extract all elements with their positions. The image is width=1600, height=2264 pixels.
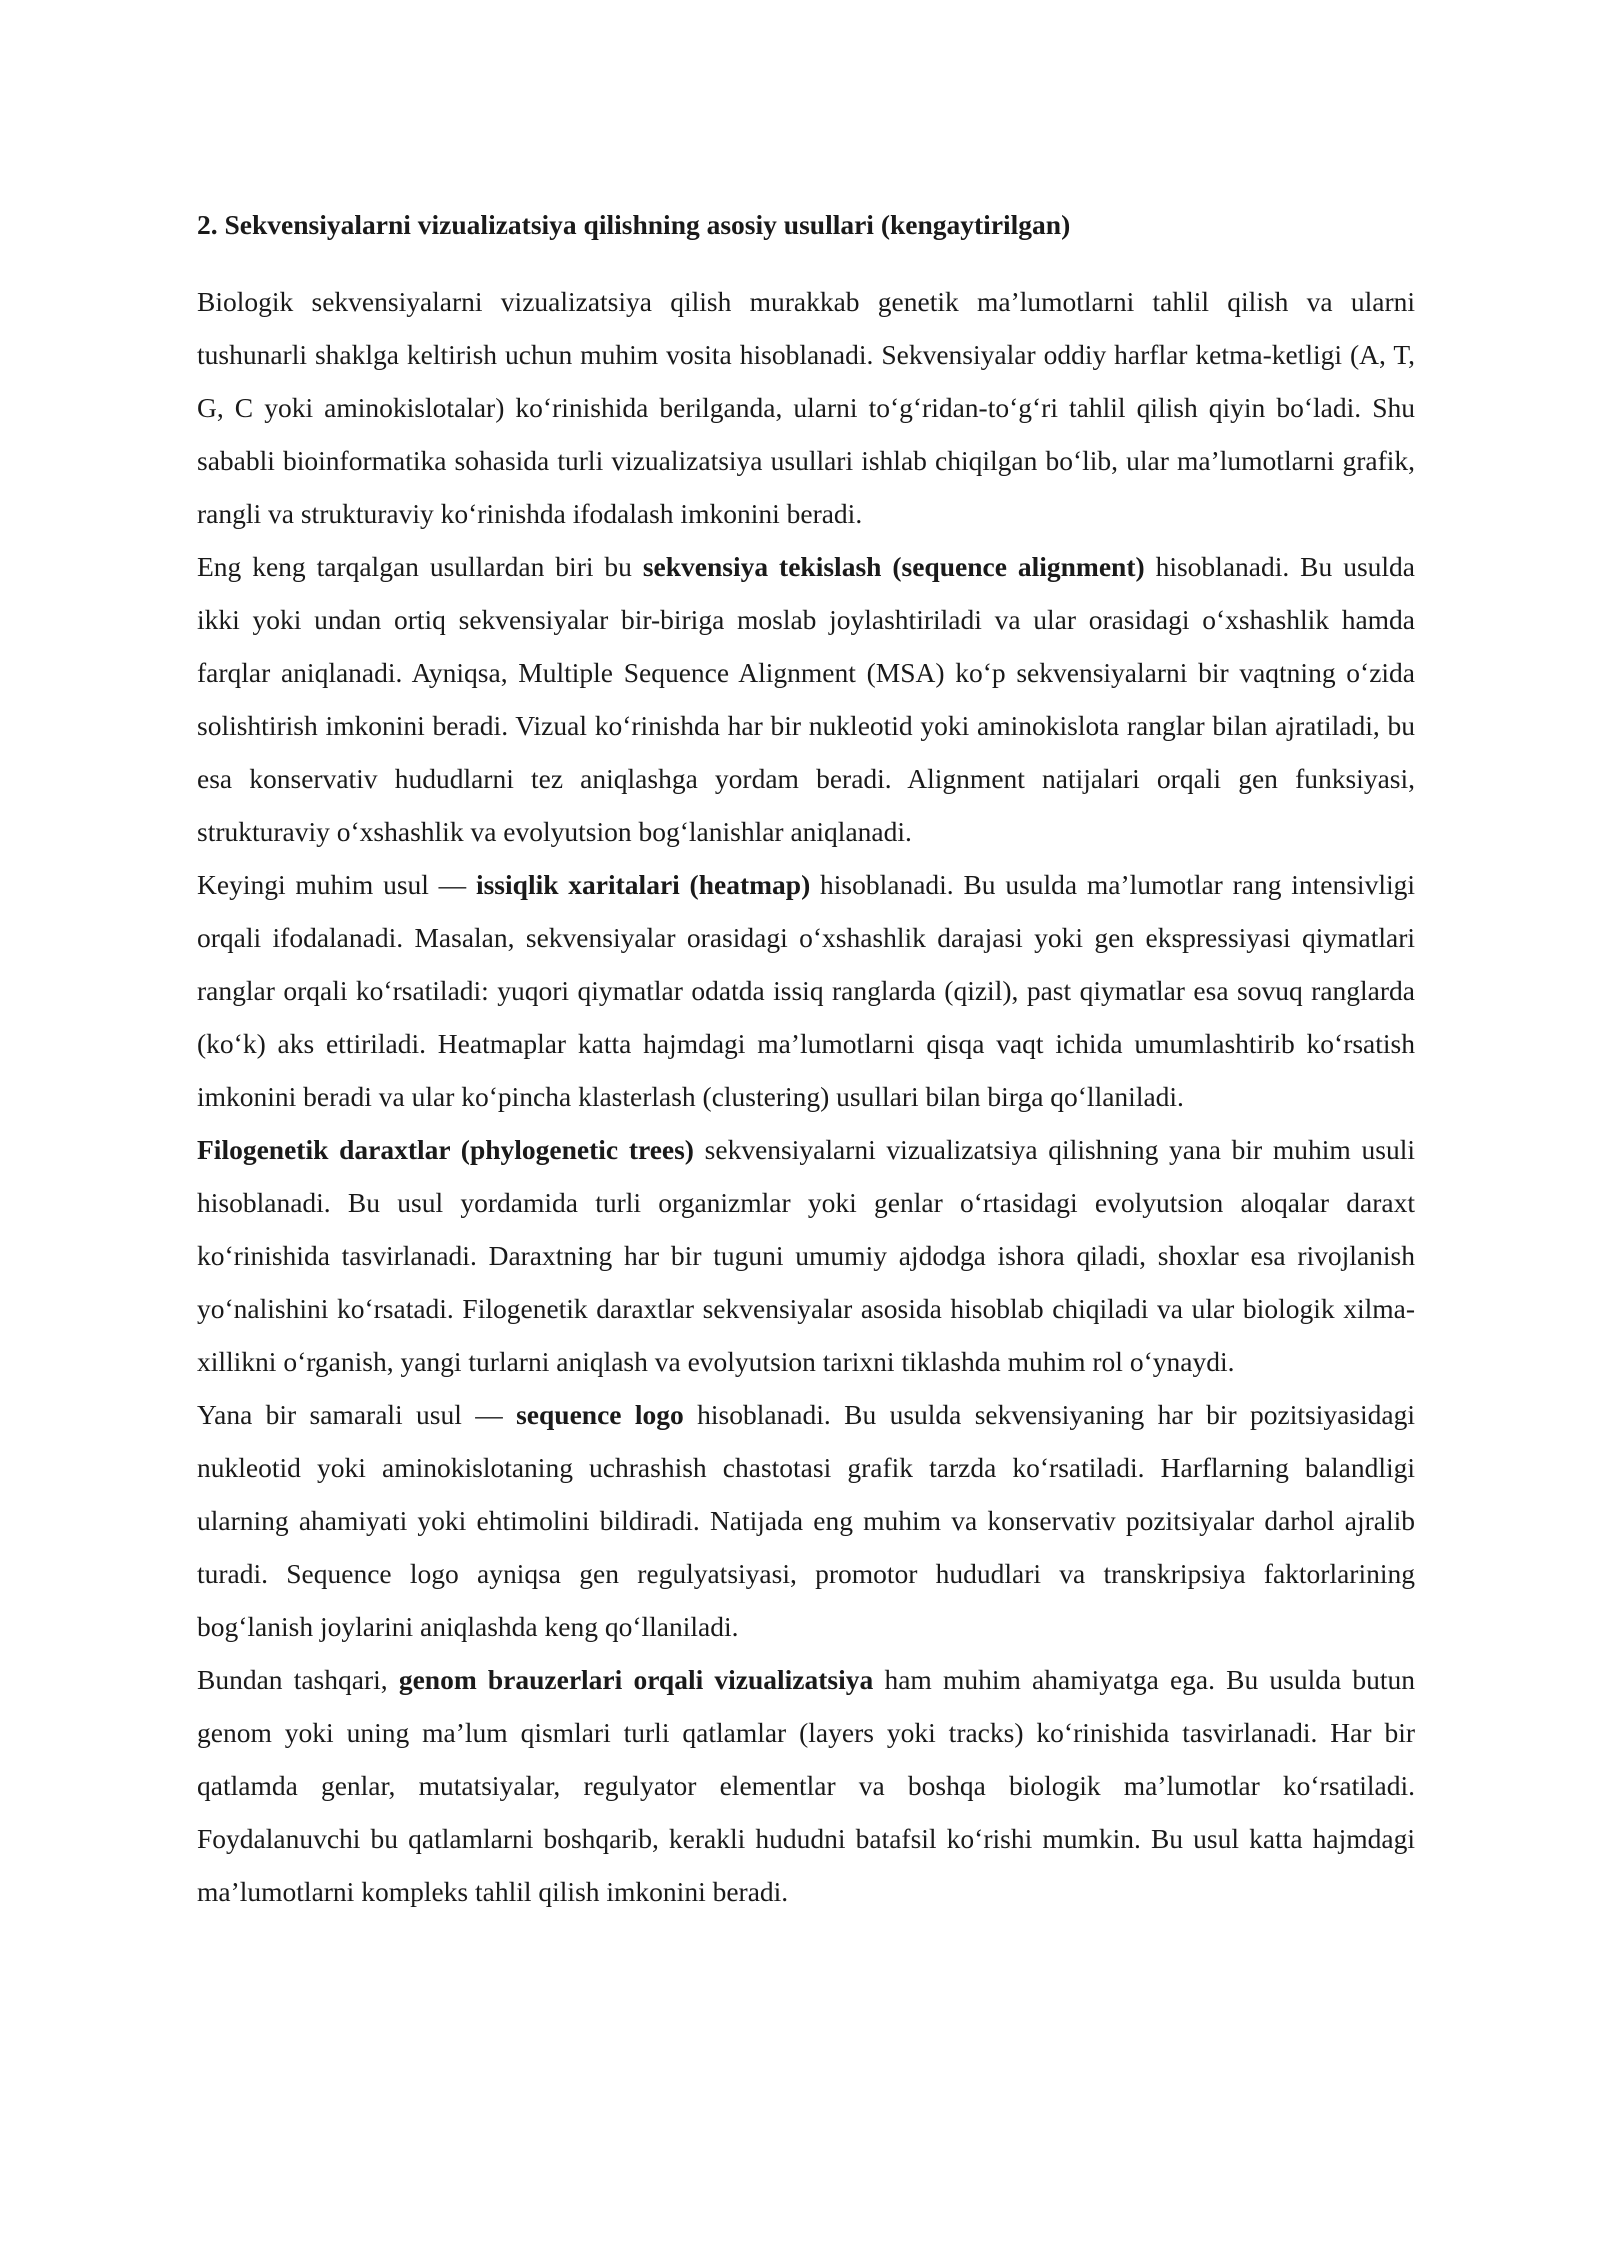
bold-term: genom brauzerlari orqali vizualizatsiya [398, 1664, 874, 1695]
paragraph-text: hisoblanadi. Bu usulda ikki yoki undan ortiq sekvensiyalar bir-biriga moslab joylashtiriladi va ular orasidagi o‘xshashlik hamda farqlar aniqlanadi. Ayniqsa, Multiple Sequence Alignment (MSA) ko‘p sekvensiyalarni bir vaqtning o‘zida solishtirish imkonini beradi. Vizual ko‘rinishda har bir nukleotid yoki aminokislota ranglar bilan ajratiladi, bu esa konservativ hududlarni tez aniqlashga yordam beradi. Alignment natijalari orqali gen funksiyasi, strukturaviy o‘xshashlik va evolyutsion bog‘lanishlar aniqlanadi. [197, 551, 1415, 847]
section-heading: 2. Sekvensiyalarni vizualizatsiya qilishning asosiy usullari (kengaytirilgan) [197, 209, 1071, 240]
bold-term: Filogenetik daraxtlar (phylogenetic trees) [197, 1134, 694, 1165]
document-page [197, 205, 1415, 1918]
paragraph-phylogenetic [197, 1123, 1415, 1388]
paragraph-heatmap [197, 858, 1415, 1123]
paragraph-text: Eng keng tarqalgan usullardan biri bu [197, 551, 643, 582]
paragraph-text: Yana bir samarali usul — [197, 1399, 517, 1430]
bold-term: issiqlik xaritalari (heatmap) [475, 869, 811, 900]
paragraph-text: Biologik sekvensiyalarni vizualizatsiya qilish murakkab genetik ma’lumotlarni tahlil qilish va ularni tushunarli shaklga keltirish uchun muhim vosita hisoblanadi. Sekvensiyalar oddiy harflar ketma-ketligi (A, T, G, C yoki aminokislotalar) ko‘rinishida berilganda, ularni to‘g‘ridan-to‘g‘ri tahlil qilish qiyin bo‘ladi. Shu sababli bioinformatika sohasida turli vizualizatsiya usullari ishlab chiqilgan bo‘lib, ular ma’lumotlarni grafik, rangli va strukturaviy ko‘rinishda ifodalash imkonini beradi. [197, 286, 1415, 529]
paragraph-sequence-logo [197, 1388, 1415, 1653]
paragraph-text: hisoblanadi. Bu usulda ma’lumotlar rang intensivligi orqali ifodalanadi. Masalan, sekvensiyalar orasidagi o‘xshashlik darajasi yoki gen ekspressiyasi qiymatlari ranglar orqali ko‘rsatiladi: yuqori qiymatlar odatda issiq ranglarda (qizil), past qiymatlar esa sovuq ranglarda (ko‘k) aks ettiriladi. Heatmaplar katta hajmdagi ma’lumotlarni qisqa vaqt ichida umumlashtirib ko‘rsatish imkonini beradi va ular ko‘pincha klasterlash (clustering) usullari bilan birga qo‘llaniladi. [197, 869, 1415, 1112]
bold-term: sequence logo [516, 1399, 684, 1430]
paragraph-text: hisoblanadi. Bu usulda sekvensiyaning har bir pozitsiyasidagi nukleotid yoki aminokislotaning uchrashish chastotasi grafik tarzda ko‘rsatiladi. Harflarning balandligi ularning ahamiyati yoki ehtimolini bildiradi. Natijada eng muhim va konservativ pozitsiyalar darhol ajralib turadi. Sequence logo ayniqsa gen regulyatsiyasi, promotor hududlari va transkripsiya faktorlarining bog‘lanish joylarini aniqlashda keng qo‘llaniladi. [197, 1399, 1415, 1642]
paragraph-text: Keyingi muhim usul — [197, 869, 476, 900]
paragraph-intro [197, 275, 1415, 540]
paragraph-alignment [197, 540, 1415, 858]
paragraph-genome-browser [197, 1653, 1415, 1918]
bold-term: sekvensiya tekislash (sequence alignment) [642, 551, 1145, 582]
paragraph-text: Bundan tashqari, [197, 1664, 399, 1695]
paragraph-text: sekvensiyalarni vizualizatsiya qilishning yana bir muhim usuli hisoblanadi. Bu usul yordamida turli organizmlar yoki genlar o‘rtasidagi evolyutsion aloqalar daraxt ko‘rinishida tasvirlanadi. Daraxtning har bir tuguni umumiy ajdodga ishora qiladi, shoxlar esa rivojlanish yo‘nalishini ko‘rsatadi. Filogenetik daraxtlar sekvensiyalar asosida hisoblab chiqiladi va ular biologik xilma-xillikni o‘rganish, yangi turlarni aniqlash va evolyutsion tarixni tiklashda muhim rol o‘ynaydi. [197, 1134, 1415, 1377]
paragraph-text: ham muhim ahamiyatga ega. Bu usulda butun genom yoki uning ma’lum qismlari turli qatlamlar (layers yoki tracks) ko‘rinishida tasvirlanadi. Har bir qatlamda genlar, mutatsiyalar, regulyator elementlar va boshqa biologik ma’lumotlar ko‘rsatiladi. Foydalanuvchi bu qatlamlarni boshqarib, kerakli hududni batafsil ko‘rishi mumkin. Bu usul katta hajmdagi ma’lumotlarni kompleks tahlil qilish imkonini beradi. [197, 1664, 1415, 1907]
